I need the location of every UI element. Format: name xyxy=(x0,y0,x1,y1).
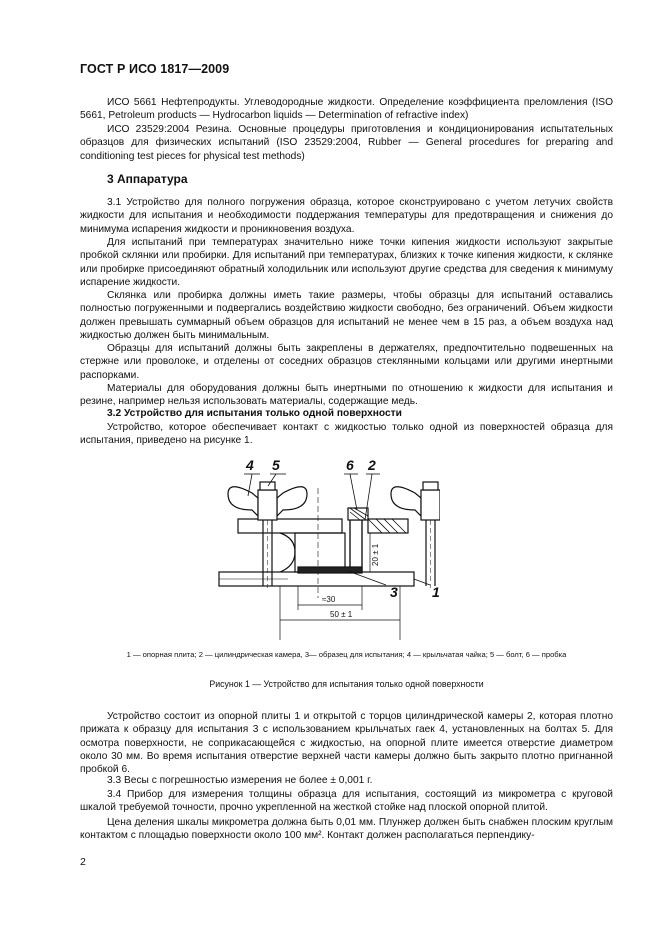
paragraph-3-2: Устройство, которое обеспечивает контакт с жидкостью только одной из поверхностей образца для испытания, приведено на рисунке 1. xyxy=(80,422,613,447)
callout-1: 1 xyxy=(432,584,440,600)
dim-height-label: 20 ± 1 xyxy=(371,543,380,566)
paragraph-3-3: 3.3 Весы с погрешностью измерения не более ± 0,001 г. xyxy=(107,775,373,786)
dim-outer-label: 50 ± 1 xyxy=(330,610,353,619)
figure-caption: Рисунок 1 — Устройство для испытания только одной поверхности xyxy=(209,679,484,689)
paragraph-3-4: 3.4 Прибор для измерения толщины образца для испытания, состоящий из микрометра с круговой шкалой требуемой точности, прочно укрепленной на жесткой стойке над плоской опорной плитой. xyxy=(80,789,613,814)
callout-3: 3 xyxy=(390,584,398,600)
section-3-2-heading: 3.2 Устройство для испытания только одной поверхности xyxy=(107,408,402,419)
normative-ref-iso23529: ИСО 23529:2004 Резина. Основные процедуры приготовления и кондиционирования испытательных образцов для физических испытаний (ISO 23529:2004, Rubber — General procedures for preparing and conditioning test pieces for physical test methods) xyxy=(80,124,613,162)
figure-legend: 1 — опорная плита; 2 — цилиндрическая камера, 3— образец для испытания; 4 — крыльчатая чайка; 5 — болт, 6 — пробка xyxy=(126,650,567,659)
callout-6: 6 xyxy=(346,457,354,473)
callout-4: 4 xyxy=(246,457,254,473)
callout-2: 2 xyxy=(368,457,376,473)
paragraph-3-1: 3.1 Устройство для полного погружения образца, которое сконструировано с учетом летучих свойств жидкости для испытания и необходимости поддержания температуры для предотвращения и снижения до минимума испарения жидкости и проникновения воздуха. xyxy=(80,197,613,235)
normative-ref-iso5661: ИСО 5661 Нефтепродукты. Углеводородные жидкости. Определение коэффициента преломления (ISO 5661, Petroleum products — Hydrocarbon liquids — Determination of refractive index) xyxy=(80,97,613,122)
paragraph-device-description: Устройство состоит из опорной плиты 1 и открытой с торцов цилиндрической камеры 2, которая плотно прижата к образцу для испытания 3 с использованием крыльчатых гаек 4, установленных на болтах 5. Для осмотра поверхности, не соприкасающейся с жидкостью, на опорной плите имеется отверстие диаметром около 30 мм. Во время испытания отверстие верхней части камеры должно быть закрыто плотно пригнанной пробкой 6. xyxy=(80,711,613,776)
document-header: ГОСТ Р ИСО 1817—2009 xyxy=(80,62,230,76)
paragraph-vessel-size: Склянка или пробирка должны иметь такие размеры, чтобы образцы для испытаний оставались полностью погруженными и подвергались воздействию жидкости свободно, без ограничений. Объем жидкости должен превышать суммарный объем образцов для испытаний не менее чем в 15 раз, а объем воздуха над жидкостью должен быть минимальным. xyxy=(80,290,613,341)
callout-5: 5 xyxy=(272,457,280,473)
page-number: 2 xyxy=(80,856,86,868)
paragraph-micrometer: Цена деления шкалы микрометра должна быть 0,01 мм. Плунжер должен быть снабжен плоским круглым контактом с площадью поверхности около 100 мм². Контакт должен располагаться перпендику- xyxy=(80,817,613,842)
paragraph-materials: Материалы для оборудования должны быть инертными по отношению к жидкости для испытания и резине, например нельзя использовать материалы, содержащие медь. xyxy=(80,383,613,408)
paragraph-holders: Образцы для испытаний должны быть закреплены в держателях, предпочтительно подвешенных на стержне или проволоке, и отделены от соседних образцов стеклянными кольцами или другими инертными распорками. xyxy=(80,343,613,381)
section-3-heading: 3 Аппаратура xyxy=(107,172,188,186)
figure-1-drawing xyxy=(200,448,440,640)
dim-inner-label: ≈30 xyxy=(322,595,336,604)
paragraph-closed-vessels: Для испытаний при температурах значительно ниже точки кипения жидкости используют закрытые пробкой склянки или пробирки. Для испытаний при температурах, близких к точке кипения жидкости, к склянке или пробирке присоединяют обратный холодильник или используют другие средства для сведения к минимуму испарение жидкости. xyxy=(80,237,613,288)
